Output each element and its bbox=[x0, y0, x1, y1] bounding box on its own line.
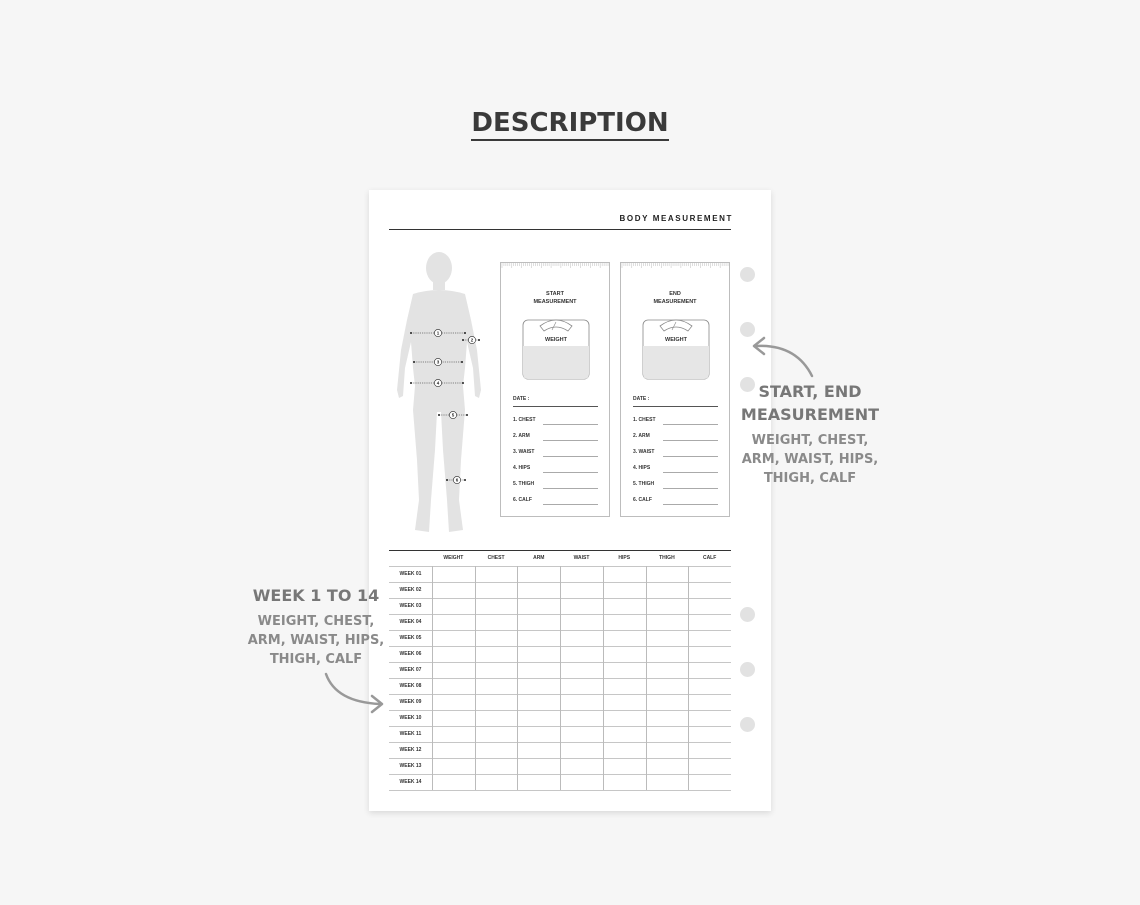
measure-line bbox=[543, 456, 598, 457]
date-line bbox=[513, 406, 598, 407]
table-cell[interactable] bbox=[475, 582, 518, 598]
table-cell[interactable] bbox=[560, 742, 603, 758]
date-label: DATE : bbox=[633, 396, 650, 402]
ruler-strip bbox=[501, 263, 609, 271]
table-cell[interactable] bbox=[432, 582, 475, 598]
column-header-chest: CHEST bbox=[487, 555, 505, 561]
table-cell[interactable] bbox=[560, 774, 603, 790]
title-divider bbox=[389, 229, 731, 230]
measure-line bbox=[543, 504, 598, 505]
table-cell[interactable] bbox=[560, 694, 603, 710]
table-cell[interactable] bbox=[603, 566, 646, 582]
measure-row-thigh bbox=[633, 481, 718, 489]
arrow-right-annotation-icon bbox=[748, 334, 820, 380]
table-cell[interactable] bbox=[688, 662, 731, 678]
panel-title bbox=[621, 290, 729, 306]
table-cell[interactable] bbox=[517, 694, 560, 710]
page-heading bbox=[0, 108, 1140, 138]
table-cell[interactable] bbox=[432, 710, 475, 726]
column-header-thigh: THIGH bbox=[659, 555, 675, 561]
weighing-scale-icon bbox=[642, 314, 710, 380]
annotation-sub-line2: ARM, WAIST, HIPS, bbox=[741, 452, 879, 467]
week-label: WEEK 14 bbox=[399, 779, 422, 785]
marker-label-1: 1 bbox=[436, 330, 440, 336]
binder-hole bbox=[740, 267, 755, 282]
annotation-start-end bbox=[740, 380, 880, 488]
table-cell[interactable] bbox=[688, 726, 731, 742]
measure-line bbox=[543, 440, 598, 441]
measure-line bbox=[663, 472, 718, 473]
measure-row-hips bbox=[633, 465, 718, 473]
measure-label: 1. CHEST bbox=[633, 417, 656, 423]
table-cell[interactable] bbox=[517, 758, 560, 774]
table-cell[interactable] bbox=[688, 742, 731, 758]
table-cell[interactable] bbox=[432, 662, 475, 678]
table-cell[interactable] bbox=[475, 742, 518, 758]
table-cell[interactable] bbox=[517, 710, 560, 726]
scale-label: WEIGHT bbox=[545, 337, 567, 343]
measure-row-chest bbox=[633, 417, 718, 425]
week-label: WEEK 13 bbox=[399, 763, 422, 769]
table-cell[interactable] bbox=[603, 742, 646, 758]
table-cell[interactable] bbox=[688, 582, 731, 598]
week-label: WEEK 07 bbox=[399, 667, 422, 673]
scale-label: WEIGHT bbox=[665, 337, 687, 343]
start-measurement-panel bbox=[500, 262, 610, 517]
week-label: WEEK 08 bbox=[399, 683, 422, 689]
table-cell[interactable] bbox=[646, 614, 689, 630]
measure-label: 2. ARM bbox=[633, 433, 650, 439]
table-cell[interactable] bbox=[432, 742, 475, 758]
table-cell[interactable] bbox=[517, 582, 560, 598]
table-cell[interactable] bbox=[688, 630, 731, 646]
date-line bbox=[633, 406, 718, 407]
table-cell[interactable] bbox=[475, 726, 518, 742]
measure-row-calf bbox=[513, 497, 598, 505]
annotation-sub-line1: WEIGHT, CHEST, bbox=[257, 614, 375, 629]
marker-label-5: 5 bbox=[451, 412, 455, 418]
weighing-scale-icon bbox=[522, 314, 590, 380]
planner-sheet bbox=[369, 190, 771, 811]
table-cell[interactable] bbox=[475, 630, 518, 646]
table-cell[interactable] bbox=[475, 614, 518, 630]
date-label: DATE : bbox=[513, 396, 530, 402]
marker-label-6: 6 bbox=[455, 477, 459, 483]
measure-label: 4. HIPS bbox=[633, 465, 651, 471]
table-cell[interactable] bbox=[432, 598, 475, 614]
week-label: WEEK 10 bbox=[399, 715, 422, 721]
table-cell[interactable] bbox=[432, 774, 475, 790]
measure-label: 3. WAIST bbox=[633, 449, 655, 455]
measure-line bbox=[663, 488, 718, 489]
table-cell[interactable] bbox=[475, 662, 518, 678]
table-cell[interactable] bbox=[517, 598, 560, 614]
measure-line bbox=[543, 424, 598, 425]
table-cell[interactable] bbox=[560, 582, 603, 598]
week-label: WEEK 12 bbox=[399, 747, 422, 753]
table-cell[interactable] bbox=[560, 662, 603, 678]
binder-hole bbox=[740, 607, 755, 622]
table-cell[interactable] bbox=[688, 598, 731, 614]
column-header-arm: ARM bbox=[533, 555, 545, 561]
table-cell[interactable] bbox=[560, 726, 603, 742]
table-cell[interactable] bbox=[517, 566, 560, 582]
table-cell[interactable] bbox=[646, 598, 689, 614]
annotation-title-line2: MEASUREMENT bbox=[740, 405, 880, 424]
measure-row-waist bbox=[633, 449, 718, 457]
sheet-title: BODY MEASUREMENT bbox=[619, 214, 733, 223]
grid-line bbox=[517, 566, 518, 790]
table-cell[interactable] bbox=[560, 678, 603, 694]
grid-line bbox=[646, 566, 647, 790]
table-cell[interactable] bbox=[603, 710, 646, 726]
arrow-left-annotation-icon bbox=[318, 668, 390, 714]
week-label: WEEK 02 bbox=[399, 587, 422, 593]
table-cell[interactable] bbox=[603, 582, 646, 598]
table-cell[interactable] bbox=[560, 566, 603, 582]
annotation-weeks bbox=[246, 584, 386, 669]
table-cell[interactable] bbox=[688, 566, 731, 582]
table-cell[interactable] bbox=[603, 646, 646, 662]
week-label: WEEK 11 bbox=[399, 731, 422, 737]
column-header-calf: CALF bbox=[702, 555, 717, 561]
ruler-strip bbox=[621, 263, 729, 271]
panel-title-line1: START bbox=[546, 291, 564, 297]
marker-label-3: 3 bbox=[436, 359, 440, 365]
table-cell[interactable] bbox=[560, 614, 603, 630]
table-cell[interactable] bbox=[603, 774, 646, 790]
table-cell[interactable] bbox=[603, 758, 646, 774]
silhouette-shape bbox=[397, 252, 481, 532]
table-cell[interactable] bbox=[432, 758, 475, 774]
table-cell[interactable] bbox=[475, 710, 518, 726]
table-cell[interactable] bbox=[517, 614, 560, 630]
table-cell[interactable] bbox=[646, 742, 689, 758]
measure-line bbox=[543, 488, 598, 489]
measure-label: 1. CHEST bbox=[513, 417, 536, 423]
table-cell[interactable] bbox=[688, 710, 731, 726]
week-label: WEEK 01 bbox=[399, 571, 422, 577]
table-cell[interactable] bbox=[432, 630, 475, 646]
week-label: WEEK 04 bbox=[399, 619, 422, 625]
measure-row-hips bbox=[513, 465, 598, 473]
table-cell[interactable] bbox=[646, 582, 689, 598]
table-cell[interactable] bbox=[646, 726, 689, 742]
measure-label: 6. CALF bbox=[633, 497, 652, 503]
column-header-waist: WAIST bbox=[573, 555, 590, 561]
table-cell[interactable] bbox=[432, 566, 475, 582]
table-cell[interactable] bbox=[688, 774, 731, 790]
panel-title-line1: END bbox=[669, 291, 681, 297]
table-cell[interactable] bbox=[688, 678, 731, 694]
table-cell[interactable] bbox=[517, 662, 560, 678]
grid-line bbox=[560, 566, 561, 790]
table-cell[interactable] bbox=[475, 694, 518, 710]
grid-line bbox=[688, 566, 689, 790]
table-top-rule bbox=[389, 550, 731, 551]
table-cell[interactable] bbox=[517, 726, 560, 742]
end-measurement-panel bbox=[620, 262, 730, 517]
binder-hole bbox=[740, 717, 755, 732]
table-cell[interactable] bbox=[432, 678, 475, 694]
table-cell[interactable] bbox=[646, 774, 689, 790]
table-cell[interactable] bbox=[475, 646, 518, 662]
table-cell[interactable] bbox=[646, 630, 689, 646]
grid-line bbox=[389, 790, 731, 791]
table-cell[interactable] bbox=[517, 774, 560, 790]
measure-label: 5. THIGH bbox=[633, 481, 655, 487]
table-cell[interactable] bbox=[688, 694, 731, 710]
table-cell[interactable] bbox=[560, 598, 603, 614]
table-cell[interactable] bbox=[560, 630, 603, 646]
measure-row-arm bbox=[513, 433, 598, 441]
table-cell[interactable] bbox=[688, 614, 731, 630]
measure-row-thigh bbox=[513, 481, 598, 489]
table-cell[interactable] bbox=[432, 646, 475, 662]
measure-line bbox=[543, 472, 598, 473]
measure-line bbox=[663, 456, 718, 457]
table-cell[interactable] bbox=[560, 758, 603, 774]
annotation-sub-line3: THIGH, CALF bbox=[269, 652, 363, 667]
marker-label-2: 2 bbox=[470, 337, 474, 343]
binder-hole bbox=[740, 662, 755, 677]
table-cell[interactable] bbox=[517, 630, 560, 646]
table-cell[interactable] bbox=[646, 758, 689, 774]
table-cell[interactable] bbox=[517, 646, 560, 662]
measure-label: 5. THIGH bbox=[513, 481, 535, 487]
annotation-sub-line3: THIGH, CALF bbox=[763, 471, 857, 486]
table-cell[interactable] bbox=[475, 678, 518, 694]
panel-title-line2: MEASUREMENT bbox=[653, 299, 697, 305]
table-cell[interactable] bbox=[646, 646, 689, 662]
annotation-sub-line1: WEIGHT, CHEST, bbox=[751, 433, 869, 448]
table-cell[interactable] bbox=[646, 710, 689, 726]
table-cell[interactable] bbox=[688, 646, 731, 662]
table-cell[interactable] bbox=[517, 678, 560, 694]
measure-row-calf bbox=[633, 497, 718, 505]
annotation-title-line1: WEEK 1 TO 14 bbox=[252, 586, 380, 605]
table-cell[interactable] bbox=[688, 758, 731, 774]
week-label: WEEK 09 bbox=[399, 699, 422, 705]
week-label: WEEK 03 bbox=[399, 603, 422, 609]
measure-row-arm bbox=[633, 433, 718, 441]
table-cell[interactable] bbox=[646, 694, 689, 710]
measure-line bbox=[663, 440, 718, 441]
table-cell[interactable] bbox=[603, 678, 646, 694]
column-header-hips: HIPS bbox=[618, 555, 631, 561]
measure-row-waist bbox=[513, 449, 598, 457]
measure-line bbox=[663, 504, 718, 505]
measure-label: 2. ARM bbox=[513, 433, 530, 439]
table-cell[interactable] bbox=[432, 726, 475, 742]
measure-label: 4. HIPS bbox=[513, 465, 531, 471]
measure-label: 3. WAIST bbox=[513, 449, 535, 455]
measure-label: 6. CALF bbox=[513, 497, 532, 503]
table-cell[interactable] bbox=[646, 662, 689, 678]
table-cell[interactable] bbox=[603, 630, 646, 646]
table-cell[interactable] bbox=[432, 694, 475, 710]
table-cell[interactable] bbox=[560, 710, 603, 726]
body-silhouette-figure bbox=[391, 250, 491, 538]
panel-title bbox=[501, 290, 609, 306]
table-cell[interactable] bbox=[475, 598, 518, 614]
panel-title-line2: MEASUREMENT bbox=[533, 299, 577, 305]
table-cell[interactable] bbox=[603, 726, 646, 742]
grid-line bbox=[432, 566, 433, 790]
table-cell[interactable] bbox=[432, 614, 475, 630]
table-cell[interactable] bbox=[517, 742, 560, 758]
week-label: WEEK 06 bbox=[399, 651, 422, 657]
marker-label-4: 4 bbox=[436, 380, 440, 386]
table-cell[interactable] bbox=[560, 646, 603, 662]
column-header-weight: WEIGHT bbox=[443, 555, 464, 561]
table-cell[interactable] bbox=[646, 566, 689, 582]
table-cell[interactable] bbox=[603, 662, 646, 678]
grid-line bbox=[475, 566, 476, 790]
table-cell[interactable] bbox=[475, 774, 518, 790]
grid-line bbox=[603, 566, 604, 790]
table-cell[interactable] bbox=[475, 566, 518, 582]
heading-text: DESCRIPTION bbox=[471, 108, 668, 141]
annotation-sub-line2: ARM, WAIST, HIPS, bbox=[247, 633, 385, 648]
measure-row-chest bbox=[513, 417, 598, 425]
week-label: WEEK 05 bbox=[399, 635, 422, 641]
table-cell[interactable] bbox=[646, 678, 689, 694]
table-cell[interactable] bbox=[475, 758, 518, 774]
table-cell[interactable] bbox=[603, 614, 646, 630]
table-cell[interactable] bbox=[603, 694, 646, 710]
annotation-title-line1: START, END bbox=[758, 382, 862, 401]
table-cell[interactable] bbox=[603, 598, 646, 614]
measure-line bbox=[663, 424, 718, 425]
